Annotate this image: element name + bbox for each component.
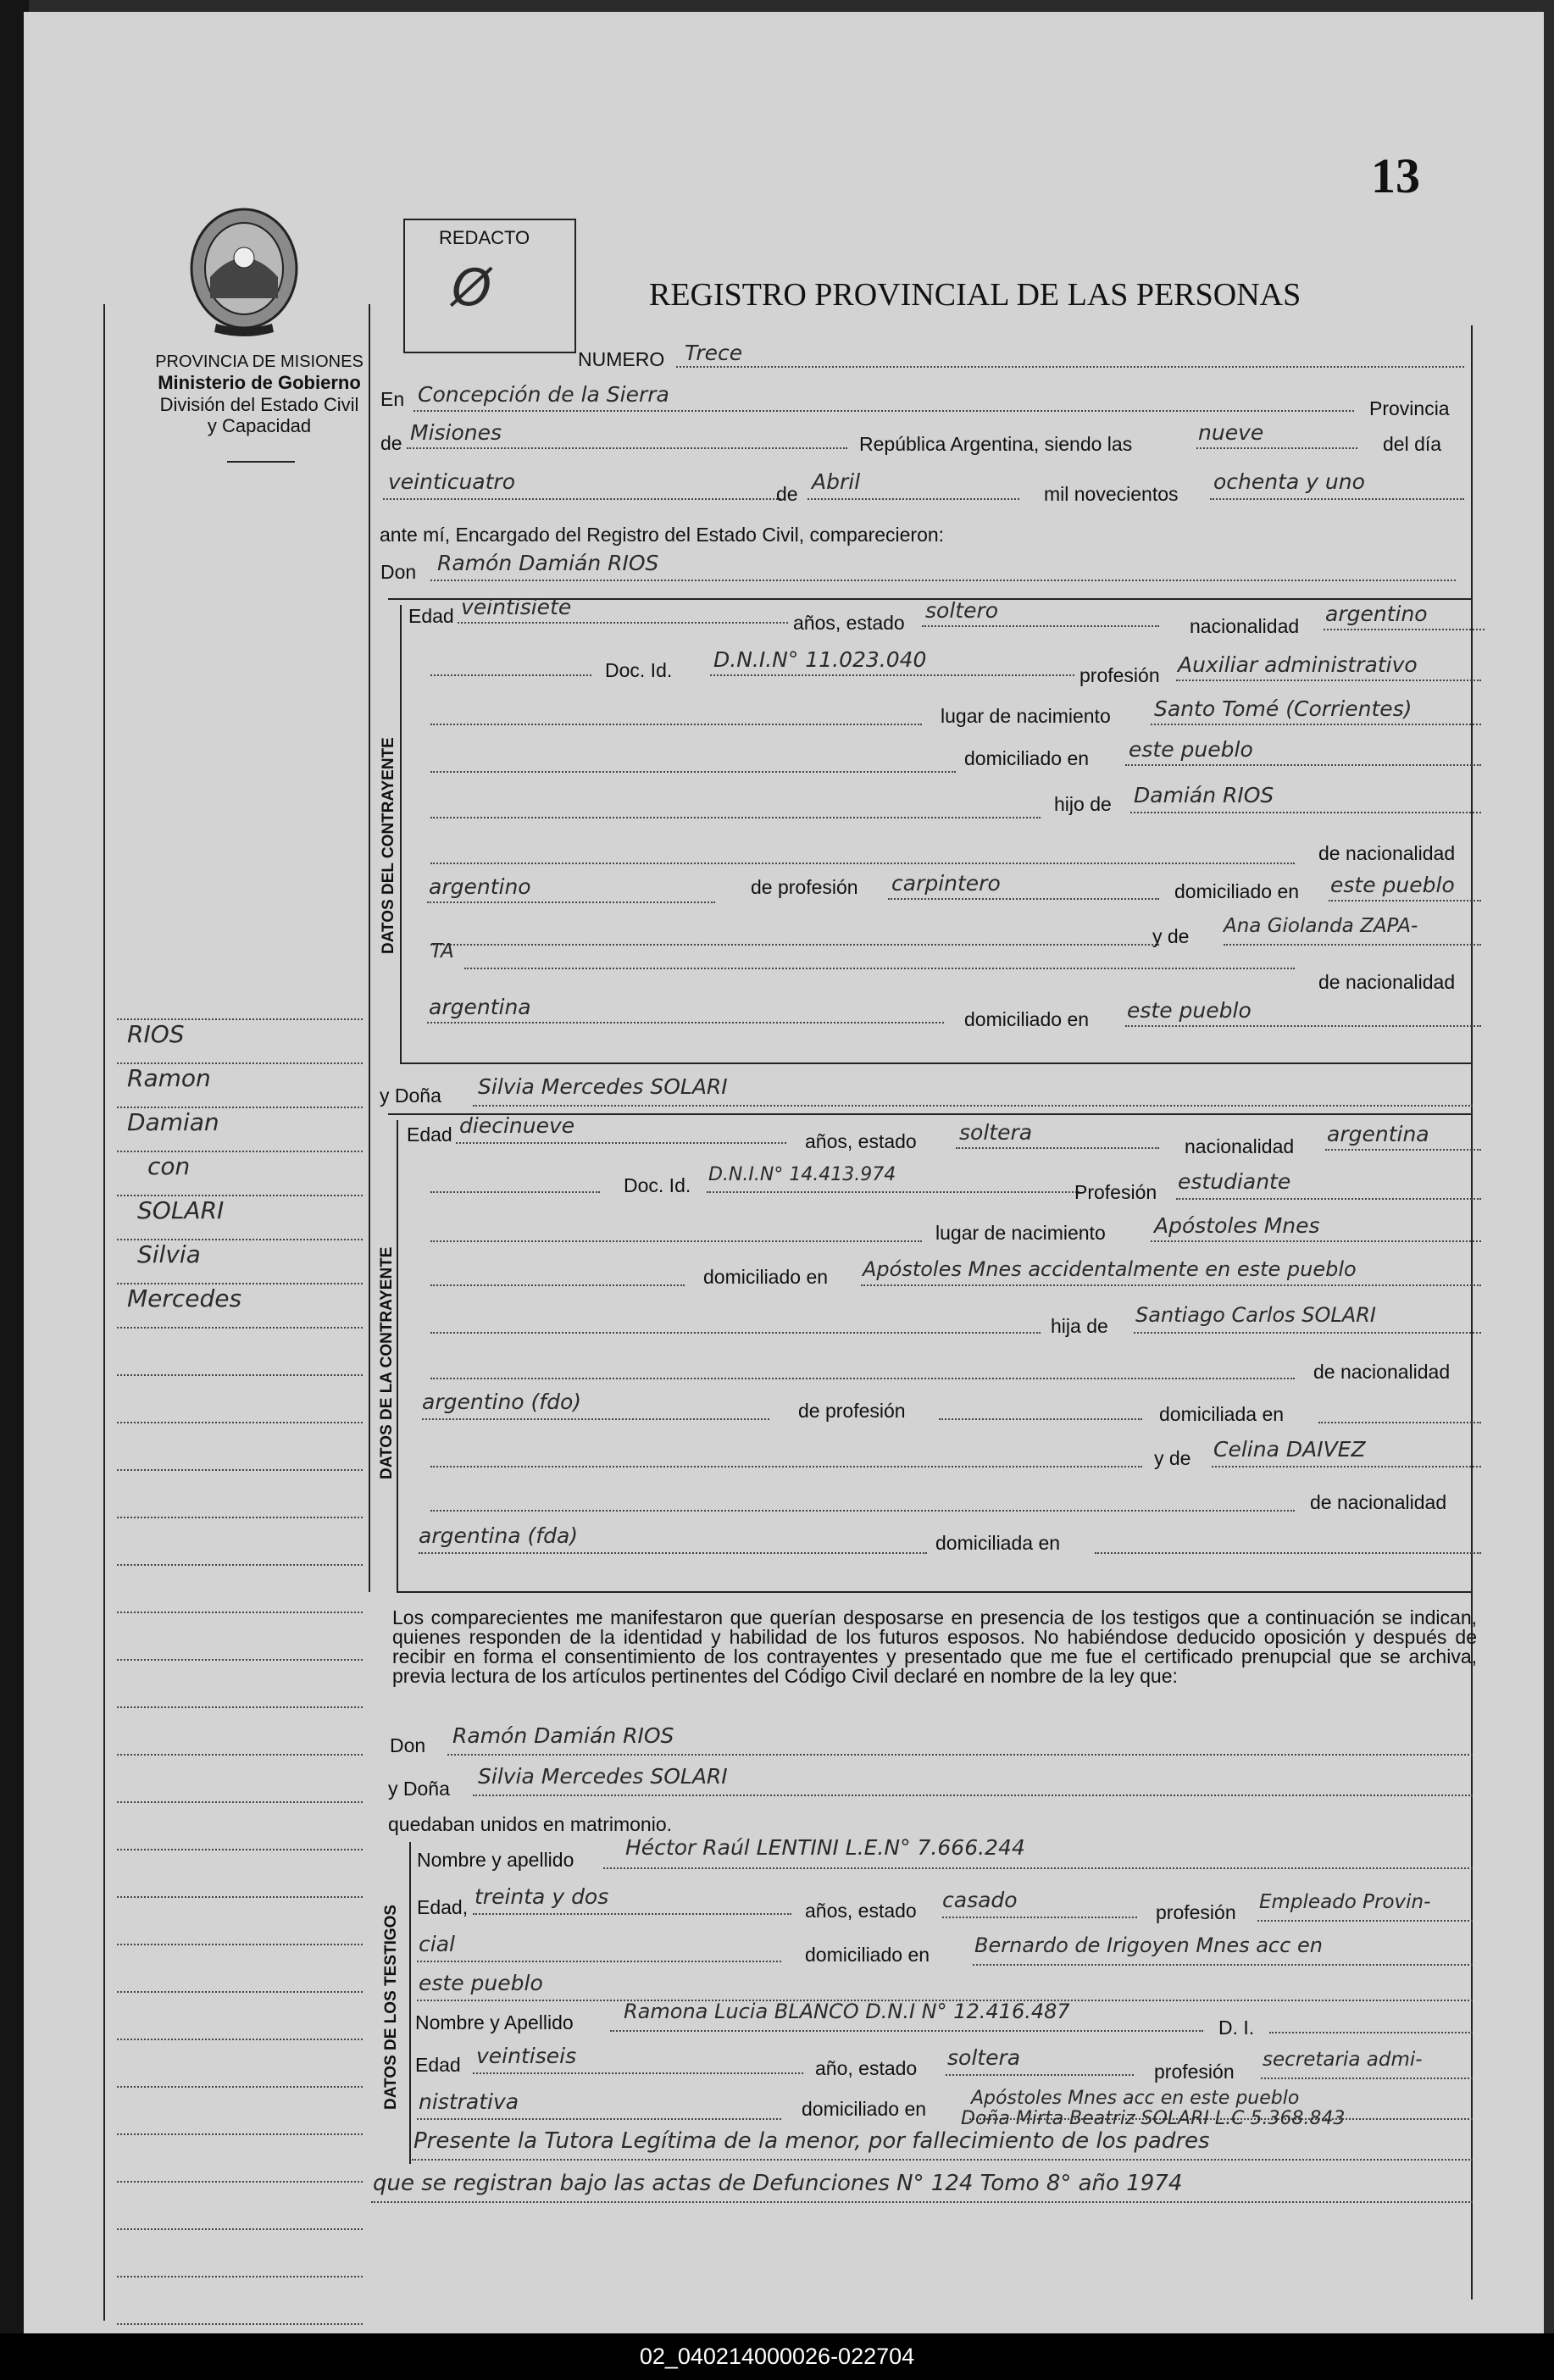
f-padre-prof-line — [939, 1418, 1142, 1420]
f-madre-value: Celina DAIVEZ — [1213, 1437, 1366, 1462]
f-padre-dom-line — [1318, 1422, 1481, 1423]
document-title: REGISTRO PROVINCIAL DE LAS PERSONAS — [649, 277, 1301, 313]
decl-dona-line — [473, 1795, 1473, 1796]
f-nac-value: argentina — [1327, 1122, 1429, 1146]
document-page — [24, 12, 1544, 2333]
decl-dona-label: y Doña — [388, 1778, 450, 1800]
f-edad-label: Edad — [407, 1123, 452, 1146]
f-padre-nac-value: argentino (fdo) — [422, 1390, 582, 1414]
c-anos-label: años, estado — [793, 612, 905, 634]
t2-prof-cont-value: nistrativa — [419, 2089, 519, 2114]
t1-nombre-label: Nombre y apellido — [417, 1849, 574, 1871]
ante-label: ante mí, Encargado del Registro del Estado Civil, comparecieron: — [380, 524, 945, 546]
c-doc-value: D.N.I.N° 11.023.040 — [713, 647, 927, 672]
margin-blank-line — [117, 1471, 363, 1518]
f-madre-dom-line — [1095, 1552, 1481, 1554]
c-estado-line — [922, 625, 1159, 627]
dept-division: División del Estado Civil — [159, 394, 359, 415]
margin-line-6: Silvia — [117, 1240, 363, 1284]
anio-line — [1210, 498, 1464, 500]
t1-prof-value: Empleado Provin- — [1259, 1891, 1431, 1913]
f-pre-doc-line — [430, 1191, 600, 1193]
c-pre-doc-line — [430, 674, 591, 676]
de-mes-label: de — [776, 483, 798, 505]
nota1-value: Presente la Tutora Legítima de la menor, por fallecimiento de los padres — [413, 2128, 1210, 2154]
anio-value: ochenta y uno — [1213, 469, 1365, 494]
t1-nombre-value: Héctor Raúl LENTINI L.E.N° 7.666.244 — [625, 1835, 1025, 1860]
f-padre-nac-label: de nacionalidad — [1313, 1361, 1451, 1383]
hora-value: nueve — [1198, 420, 1264, 445]
c-madre-nac-label: de nacionalidad — [1318, 971, 1456, 993]
c-y-de-label: y de — [1152, 925, 1190, 947]
f-prof-label: Profesión — [1074, 1181, 1157, 1203]
f-doc-value: D.N.I.N° 14.413.974 — [708, 1164, 896, 1185]
c-lugar-value: Santo Tomé (Corrientes) — [1154, 696, 1412, 721]
f-pre-hija-line — [430, 1332, 1041, 1334]
c-dom-line — [1125, 764, 1481, 766]
margin-blank-line — [117, 1708, 363, 1756]
lugar-line — [413, 410, 1354, 412]
contrayenta-section-label: DATOS DE LA CONTRAYENTE — [378, 1246, 396, 1479]
c-madre-nac-line — [427, 1022, 944, 1024]
t1-prof-cont-value: cial — [419, 1932, 455, 1956]
numero-value: Trece — [685, 341, 743, 365]
t2-prof-cont-line — [417, 2118, 781, 2120]
f-pre-dom-line — [430, 1284, 685, 1286]
t1-dom-value: Bernardo de Irigoyen Mnes acc en — [974, 1933, 1323, 1957]
decl-dona-value: Silvia Mercedes SOLARI — [478, 1764, 728, 1789]
decl-don-value: Ramón Damián RIOS — [452, 1723, 674, 1748]
c-dom-value: este pueblo — [1129, 737, 1253, 762]
margin-blank-line — [117, 1803, 363, 1850]
c-nac-line — [1324, 629, 1485, 630]
f-lugar-line — [1151, 1240, 1481, 1242]
c-edad-value: veintisiete — [461, 595, 572, 619]
margin-line-1: RIOS — [117, 1020, 363, 1064]
f-edad-value: diecinueve — [459, 1113, 575, 1138]
f-madre-nac-value: argentina (fda) — [419, 1523, 579, 1548]
c-madre-line — [1224, 944, 1481, 946]
c-edad-label: Edad — [408, 605, 454, 627]
f-lugar-value: Apóstoles Mnes — [1154, 1213, 1320, 1238]
margin-blank-line — [117, 1518, 363, 1566]
dept-divider — [227, 461, 295, 463]
mes-line — [808, 498, 1019, 500]
redacto-box — [403, 219, 576, 353]
t1-dom-line — [973, 1964, 1473, 1966]
declaration-paragraph: Los comparecientes me manifestaron que querían desposarse en presencia de los testigos que a continuación se indican, quienes responden de la identidad y habilidad de los futuros esposos. No habiéndose deducido oposición y después de recibir en forma el consentimiento de los contrayentes y presentado que me fue el certificado prenupcial que se archiva, previa lectura de los artículos pertinentes del Código Civil declaré en nombre de la ley que: — [392, 1606, 1477, 1687]
f-anos-label: años, estado — [805, 1130, 917, 1152]
t2-nombre-line — [610, 2030, 1203, 2032]
c-padre-nac-label: de nacionalidad — [1318, 842, 1456, 864]
form-right-rule — [1471, 325, 1473, 2300]
f-estado-line — [956, 1147, 1159, 1149]
f-padre-value: Santiago Carlos SOLARI — [1135, 1303, 1376, 1327]
t2-edad-line — [473, 2072, 803, 2074]
c-doc-line — [710, 674, 1074, 676]
redacto-mark: Ø — [452, 258, 492, 318]
c-madre-value: Ana Giolanda ZAPA- — [1224, 915, 1418, 937]
f-doc-line — [707, 1191, 1079, 1193]
margin-blank-line — [117, 1423, 363, 1471]
contrayente-bottom-rule — [400, 1062, 1473, 1064]
numero-line — [676, 366, 1464, 368]
t2-prof-value: secretaria admi- — [1263, 2049, 1423, 2071]
f-madre-line — [1212, 1466, 1481, 1467]
c-madre-dom-value: este pueblo — [1127, 998, 1252, 1023]
t2-di-label: D. I. — [1218, 2017, 1255, 2039]
f-edad-line — [456, 1142, 786, 1144]
f-pre-madre-nac-line — [430, 1510, 1295, 1512]
margin-blank-line — [117, 1376, 363, 1423]
f-pre-padre-nac-line — [430, 1378, 1295, 1379]
contrayenta-bottom-rule — [397, 1591, 1473, 1593]
scan-id-footer: 02_040214000026-022704 — [0, 2333, 1554, 2380]
f-prof-value: estudiante — [1178, 1169, 1291, 1194]
c-padre-prof-value: carpintero — [891, 871, 1001, 896]
f-hija-label: hija de — [1051, 1315, 1108, 1337]
don-value: Ramón Damián RIOS — [437, 551, 659, 575]
dona-line — [473, 1105, 1473, 1107]
f-padre-nac-line — [422, 1418, 769, 1420]
c-prof-label: profesión — [1079, 664, 1160, 686]
t2-dom-value: Apóstoles Mnes acc en este pueblo — [971, 2088, 1300, 2109]
c-padre-dom-label: domiciliado en — [1174, 880, 1300, 902]
t2-di-line — [1269, 2032, 1473, 2033]
margin-blank-line — [117, 2088, 363, 2135]
contrayente-bracket — [400, 605, 402, 1062]
contrayenta-bracket — [397, 1120, 398, 1591]
f-doc-label: Doc. Id. — [624, 1174, 691, 1196]
margin-blank-line — [117, 1329, 363, 1376]
c-madre-dom-label: domiciliado en — [964, 1008, 1090, 1030]
f-madre-dom-label: domiciliada en — [935, 1532, 1061, 1554]
c-prof-value: Auxiliar administrativo — [1178, 652, 1418, 677]
dept-capacidad: y Capacidad — [207, 415, 312, 436]
c-padre-prof-label: de profesión — [751, 876, 858, 898]
t2-prof-line — [1261, 2078, 1473, 2079]
c-nac-label: nacionalidad — [1190, 615, 1300, 637]
f-madre-nac-line — [419, 1552, 927, 1554]
t2-estado-value: soltera — [947, 2045, 1021, 2070]
f-madre-nac-label: de nacionalidad — [1310, 1491, 1447, 1513]
f-nac-line — [1325, 1149, 1481, 1151]
margin-blank-line — [117, 1566, 363, 1613]
f-dom-value: Apóstoles Mnes accidentalmente en este pueblo — [863, 1257, 1357, 1281]
f-prof-line — [1176, 1198, 1481, 1200]
margin-blank-line — [117, 1945, 363, 1993]
c-pre-madre-nac-line — [464, 968, 1295, 969]
t1-prof-label: profesión — [1156, 1901, 1236, 1923]
c-pre-dom-line — [430, 771, 956, 773]
f-dom-line — [861, 1284, 1481, 1286]
margin-blank-line — [117, 995, 363, 1020]
provincia-line — [407, 447, 847, 449]
de-label: de — [380, 432, 402, 454]
provincia-label: Provincia — [1369, 397, 1450, 419]
f-padre-line — [1134, 1332, 1481, 1334]
margin-blank-line — [117, 1613, 363, 1661]
left-margin-rule — [103, 304, 105, 2321]
tutora-value: Doña Mirta Beatriz SOLARI L.C 5.368.843 — [961, 2108, 1346, 2129]
c-padre-nac-line — [427, 902, 715, 903]
page-number: 13 — [1371, 148, 1420, 203]
c-lugar-label: lugar de nacimiento — [941, 705, 1111, 727]
t2-dom-label: domiciliado en — [802, 2098, 927, 2120]
t1-edad-value: treinta y dos — [475, 1884, 609, 1909]
don-line — [430, 580, 1456, 581]
dept-ministry: Ministerio de Gobierno — [158, 372, 361, 393]
decl-don-label: Don — [390, 1734, 426, 1756]
c-estado-value: soltero — [925, 598, 999, 623]
c-pre-padre-nac-line — [430, 863, 1295, 864]
t1-estado-label: años, estado — [805, 1900, 917, 1922]
nota1-line — [412, 2159, 1473, 2161]
c-madre-nac-value: argentina — [429, 995, 531, 1019]
c-dom-label: domiciliado en — [964, 747, 1090, 769]
mes-value: Abril — [812, 469, 861, 494]
margin-blank-line — [117, 1993, 363, 2040]
unidos-text: quedaban unidos en matrimonio. — [388, 1813, 673, 1835]
margin-blank-line — [117, 2040, 363, 2088]
republica-label: República Argentina, siendo las — [859, 433, 1133, 455]
margin-line-7: Mercedes — [117, 1284, 363, 1329]
dona-value: Silvia Mercedes SOLARI — [478, 1074, 728, 1099]
margin-blank-line — [117, 1756, 363, 1803]
dia-line — [383, 498, 781, 500]
f-padre-dom-label: domiciliada en — [1159, 1403, 1285, 1425]
t1-prof-line — [1257, 1920, 1473, 1922]
margin-blank-line — [117, 1661, 363, 1708]
en-label: En — [380, 388, 405, 410]
margin-line-4: con — [117, 1152, 363, 1196]
c-padre-prof-line — [888, 898, 1159, 900]
testigos-section-label: DATOS DE LOS TESTIGOS — [382, 1904, 400, 2110]
f-padre-prof-label: de profesión — [798, 1400, 906, 1422]
t1-estado-line — [942, 1917, 1137, 1918]
dona-label: y Doña — [380, 1085, 441, 1107]
t2-prof-label: profesión — [1154, 2061, 1235, 2083]
c-padre-line — [1130, 812, 1481, 813]
t1-estado-value: casado — [942, 1888, 1018, 1912]
c-madre-dom-line — [1125, 1025, 1481, 1027]
c-doc-label: Doc. Id. — [605, 659, 673, 681]
margin-line-3: Damian — [117, 1108, 363, 1152]
c-lugar-line — [1151, 724, 1481, 725]
margin-blank-line — [117, 2183, 363, 2230]
t1-edad-label: Edad, — [417, 1896, 469, 1918]
don-label: Don — [380, 561, 417, 583]
c-pre-hijo-line — [430, 817, 1041, 818]
t1-nombre-line — [603, 1867, 1473, 1869]
c-nac-value: argentino — [1325, 602, 1428, 626]
mil-label: mil novecientos — [1044, 483, 1179, 505]
t2-estado-label: año, estado — [815, 2057, 918, 2079]
c-pre-madre-line — [430, 944, 1159, 946]
f-pre-madre-line — [430, 1466, 1142, 1467]
dia-value: veinticuatro — [388, 469, 515, 494]
margin-blank-line — [117, 2230, 363, 2277]
margin-blank-line — [117, 1850, 363, 1898]
c-pre-lugar-line — [430, 724, 922, 725]
t1-dom-label: domiciliado en — [805, 1944, 930, 1966]
t2-estado-line — [946, 2074, 1134, 2076]
f-nac-label: nacionalidad — [1185, 1135, 1295, 1157]
lugar-value: Concepción de la Sierra — [418, 382, 669, 407]
numero-label: NUMERO — [578, 348, 665, 370]
t2-edad-label: Edad — [415, 2054, 461, 2076]
margin-line-5: SOLARI — [117, 1196, 363, 1240]
t2-nombre-value: Ramona Lucia BLANCO D.N.I N° 12.416.487 — [624, 2000, 1070, 2023]
del-dia-label: del día — [1383, 433, 1442, 455]
form-left-rule — [369, 304, 370, 1592]
f-estado-value: soltera — [959, 1120, 1033, 1145]
t2-edad-value: veintiseis — [476, 2044, 577, 2068]
contrayente-section-label: DATOS DEL CONTRAYENTE — [380, 737, 397, 954]
nota2-line — [371, 2201, 1473, 2203]
c-padre-value: Damián RIOS — [1134, 783, 1274, 807]
nota2-value: que se registran bajo las actas de Defunciones N° 124 Tomo 8° año 1974 — [373, 2171, 1183, 2196]
f-dom-label: domiciliado en — [703, 1266, 829, 1288]
margin-blank-line — [117, 1898, 363, 1945]
c-edad-line — [458, 622, 788, 624]
t2-nombre-label: Nombre y Apellido — [415, 2011, 574, 2033]
margin-line-2: Ramon — [117, 1064, 363, 1108]
f-y-de-label: y de — [1154, 1447, 1191, 1469]
t1-edad-line — [473, 1913, 791, 1915]
f-pre-lugar-line — [430, 1240, 922, 1242]
dept-province: PROVINCIA DE MISIONES — [155, 352, 364, 371]
c-prof-line — [1176, 680, 1481, 681]
provincial-seal-icon — [180, 205, 308, 341]
margin-blank-line — [117, 2277, 363, 2325]
margin-blank-line — [117, 2135, 363, 2183]
c-hijo-label: hijo de — [1054, 793, 1112, 815]
decl-don-line — [447, 1754, 1473, 1756]
margin-annotation — [117, 995, 363, 2325]
provincia-value: Misiones — [410, 420, 502, 445]
c-padre-dom-line — [1329, 900, 1481, 902]
c-madre-value-cont: TA — [430, 940, 454, 963]
f-lugar-label: lugar de nacimiento — [935, 1222, 1106, 1244]
t1-dom-cont-value: este pueblo — [419, 1971, 543, 1995]
redacto-label: REDACTO — [439, 227, 530, 248]
c-padre-dom-value: este pueblo — [1330, 873, 1455, 897]
t1-prof-cont-line — [417, 1961, 781, 1962]
c-padre-nac-value: argentino — [429, 874, 531, 899]
testigos-bracket — [409, 1842, 411, 2164]
hora-line — [1196, 447, 1357, 449]
